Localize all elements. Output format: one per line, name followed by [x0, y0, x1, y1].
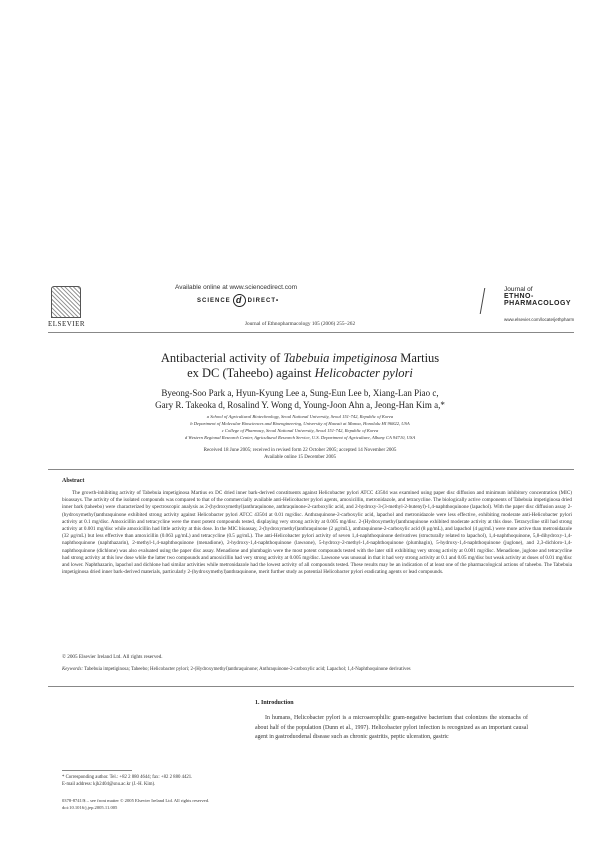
corresponding-author: * Corresponding author. Tel.: +82 2 880 4644; fax: +82 2 880 4421.	[62, 775, 193, 780]
abstract-body	[62, 490, 572, 576]
abstract-copyright: © 2005 Elsevier Ireland Ltd. All rights reserved.	[62, 654, 163, 660]
doi-link[interactable]: doi:10.1016/j.jep.2005.11.005	[62, 805, 118, 810]
affiliation: b Department of Molecular Biosciences and Bioengineering, University of Hawaii at Manoa, Honolulu HI 96822, USA	[190, 421, 410, 426]
elsevier-tree-icon	[51, 286, 81, 318]
title-part: Antibacterial activity of	[160, 351, 284, 365]
keywords	[62, 666, 572, 673]
keywords-list: Tabebuia impetiginosa; Taheebo; Helicobacter pylori; 2-(Hydroxymethyl)anthraquinone; Anthraquinone-2-carboxylic acid; Lapachol; 1,4-Naphthoquinone derivatives	[83, 667, 411, 672]
sciencedirect-logo	[197, 294, 279, 307]
issn-line: 0378-8741/$ – see front matter © 2005 Elsevier Ireland Ltd. All rights reserved.	[62, 798, 210, 803]
sciencedirect-availability: Available online at www.sciencedirect.com	[175, 284, 297, 291]
journal-url[interactable]: www.elsevier.com/locate/jethpharm	[504, 317, 575, 322]
abstract-text: The growth-inhibiting activity of Tabebuia impetiginosa Martius ex DC dried inner bark-derived constituents against Helicobacter pylori ATCC 43504 was examined using paper disc diffusion and minimum inhibitory concentration (MIC) bioassays. The activity of the isolated compounds was compared to that of the commercially available anti-Helicobacter pylori agents, amoxicillin, metronidazole, and tetracycline. The biologically active components of Tabebuia impetiginosa dried inner bark (taheebo) were characterized by spectroscopic analysis as 2-(hydroxymethyl)anthraquinone, anthraquinone-2-carboxylic acid, and 2-hydroxy-3-(3-methyl-2-butenyl)-1,4-naphthoquinone (lapachol). With the paper disc diffusion assay 2-(hydroxymethyl)anthraquinone exhibited strong activity against Helicobacter pylori ATCC 43504 at 0.01 mg/disc. Anthraquinone-2-carboxylic acid, lapachol and metronidazole were less effective, exhibiting moderate anti-Helicobacter pylori activity at 0.1 mg/disc. Amoxicillin and tetracycline were the most potent compounds tested, displaying very strong activity at 0.005 mg/disc. 2-(Hydroxymethyl)anthraquinone exhibited moderate activity at this dose. Tetracycline still had strong activity at 0.001 mg/disc while amoxicillin had little activity at this dose. In the MIC bioassay, 2-(hydroxymethyl)anthraquinone (2 μg/mL), anthraquinone-2-carboxylic acid (8 μg/mL), and lapachol (4 μg/mL) were more active than metronidazole (32 μg/mL) but less effective than amoxicillin (0.063 μg/mL) and tetracycline (0.5 μg/mL). The anti-Helicobacter pylori activity of seven 1,4-naphthoquinone derivatives (structurally related to lapachol), 1,4-naphthoquinone, 5,8-dihydroxy-1,4-naphthoquinone (naphthazarin), 2-methyl-1,4-naphthoquinone (menadione), 2-hydroxy-1,4-naphthoquinone (lawsone), 5-hydroxy-2-methyl-1,4-naphthoquinone (plumbagin), 5-hydroxy-1,4-naphthoquinone (juglone), and 2,3-dichloro-1,4-naphthoquinone (dichlone) was also evaluated using the paper disc assay. Menadione and plumbagin were the most potent compounds tested with the later still exhibiting very strong activity at 0.001 mg/disc. Menadione, juglone and tetracycline had strong activity at this low dose while the latter two compounds and amoxicillin had very strong activity at 0.005 mg/disc. Lawsone was unusual in that it had very strong activity at 0.1 and 0.05 mg/disc but weak activity at doses of 0.01 mg/disc and lower. Naphthazarin, lapachol and dichlone had similar activities while metronidazole had the lowest activity of all compounds tested. These results may be an indication of at least one of the pharmacological actions of taheebo. The Tabebuia impetiginosa dried inner bark-derived materials, particularly 2-(hydroxymethyl)anthraquinone, merit further study as potential Helicobacter pylori eradicating agents or lead compounds.	[62, 490, 572, 576]
authors-line: Byeong-Soo Park a, Hyun-Kyung Lee a, Sung-Eun Lee b, Xiang-Lan Piao c,	[161, 388, 439, 398]
footnote-corresponding	[62, 774, 242, 788]
email-address[interactable]: E-mail address: kjh2404@snu.ac.kr (J.-H. Kim).	[62, 782, 156, 787]
article-history	[70, 447, 530, 461]
footnote-rule	[62, 770, 132, 771]
title-bacterium: Helicobacter pylori	[314, 366, 413, 380]
footnote-front-matter	[62, 797, 262, 811]
affiliation: c College of Pharmacy, Seoul National University, Seoul 151-742, Republic of Korea	[221, 428, 379, 433]
section-heading-introduction: 1. Introduction	[255, 700, 294, 706]
abstract-bottom-rule	[48, 686, 574, 687]
available-online-date: Available online 15 December 2005	[263, 455, 337, 460]
intro-paragraph: In humans, Helicobacter pylori is a microaerophilic gram-negative bacterium that colonizes the stomachs of about half of the population (Dunn et al., 1997). Helicobacter pylori infection is recognized as an important causal agent in gastroduodenal disease such as chronic gastritis, peptic ulceration, gastric	[255, 715, 528, 741]
journal-logo-line2: ETHNO-	[504, 293, 534, 300]
keywords-label: Keywords:	[62, 667, 84, 672]
title-part: ex DC (Taheebo) against	[187, 366, 315, 380]
abstract-top-rule	[48, 469, 574, 470]
affiliation: a School of Agricultural Biotechnology, Seoul National University, Seoul 151-742, Republic of Korea	[206, 414, 394, 419]
introduction-body	[255, 714, 528, 743]
abstract-heading: Abstract	[62, 478, 85, 484]
journal-logo-line3: PHARMACOLOGY	[504, 300, 572, 307]
journal-citation: Journal of Ethnopharmacology 105 (2006) 255–262	[244, 321, 356, 327]
affiliation: d Western Regional Research Center, Agricultural Research Service, U.S. Department of Agriculture, Albany CA 94710, USA	[184, 435, 416, 440]
title-part: Martius	[397, 351, 440, 365]
authors-line: Gary R. Takeoka d, Rosalind Y. Wong d, Young-Joon Ahn a, Jeong-Han Kim a,*	[155, 400, 445, 410]
sciencedirect-mark-icon: d	[233, 294, 246, 307]
journal-logo-line1: Journal of	[504, 286, 533, 293]
article-title	[90, 351, 510, 381]
journal-logo	[504, 286, 574, 322]
received-dates: Received 18 June 2005; received in revised form 22 October 2005; accepted 14 November 2005	[203, 448, 397, 453]
publisher-name: ELSEVIER	[48, 320, 86, 328]
author-list	[70, 387, 530, 411]
sciencedirect-logo-right: DIRECT	[247, 298, 277, 305]
title-species: Tabebuia impetiginosa	[283, 351, 398, 365]
sciencedirect-logo-left: SCIENCE	[197, 298, 231, 305]
affiliations	[70, 413, 530, 441]
plant-icon	[480, 288, 506, 314]
sciencedirect-logo-suffix: •	[276, 298, 280, 305]
header-divider	[48, 332, 574, 333]
